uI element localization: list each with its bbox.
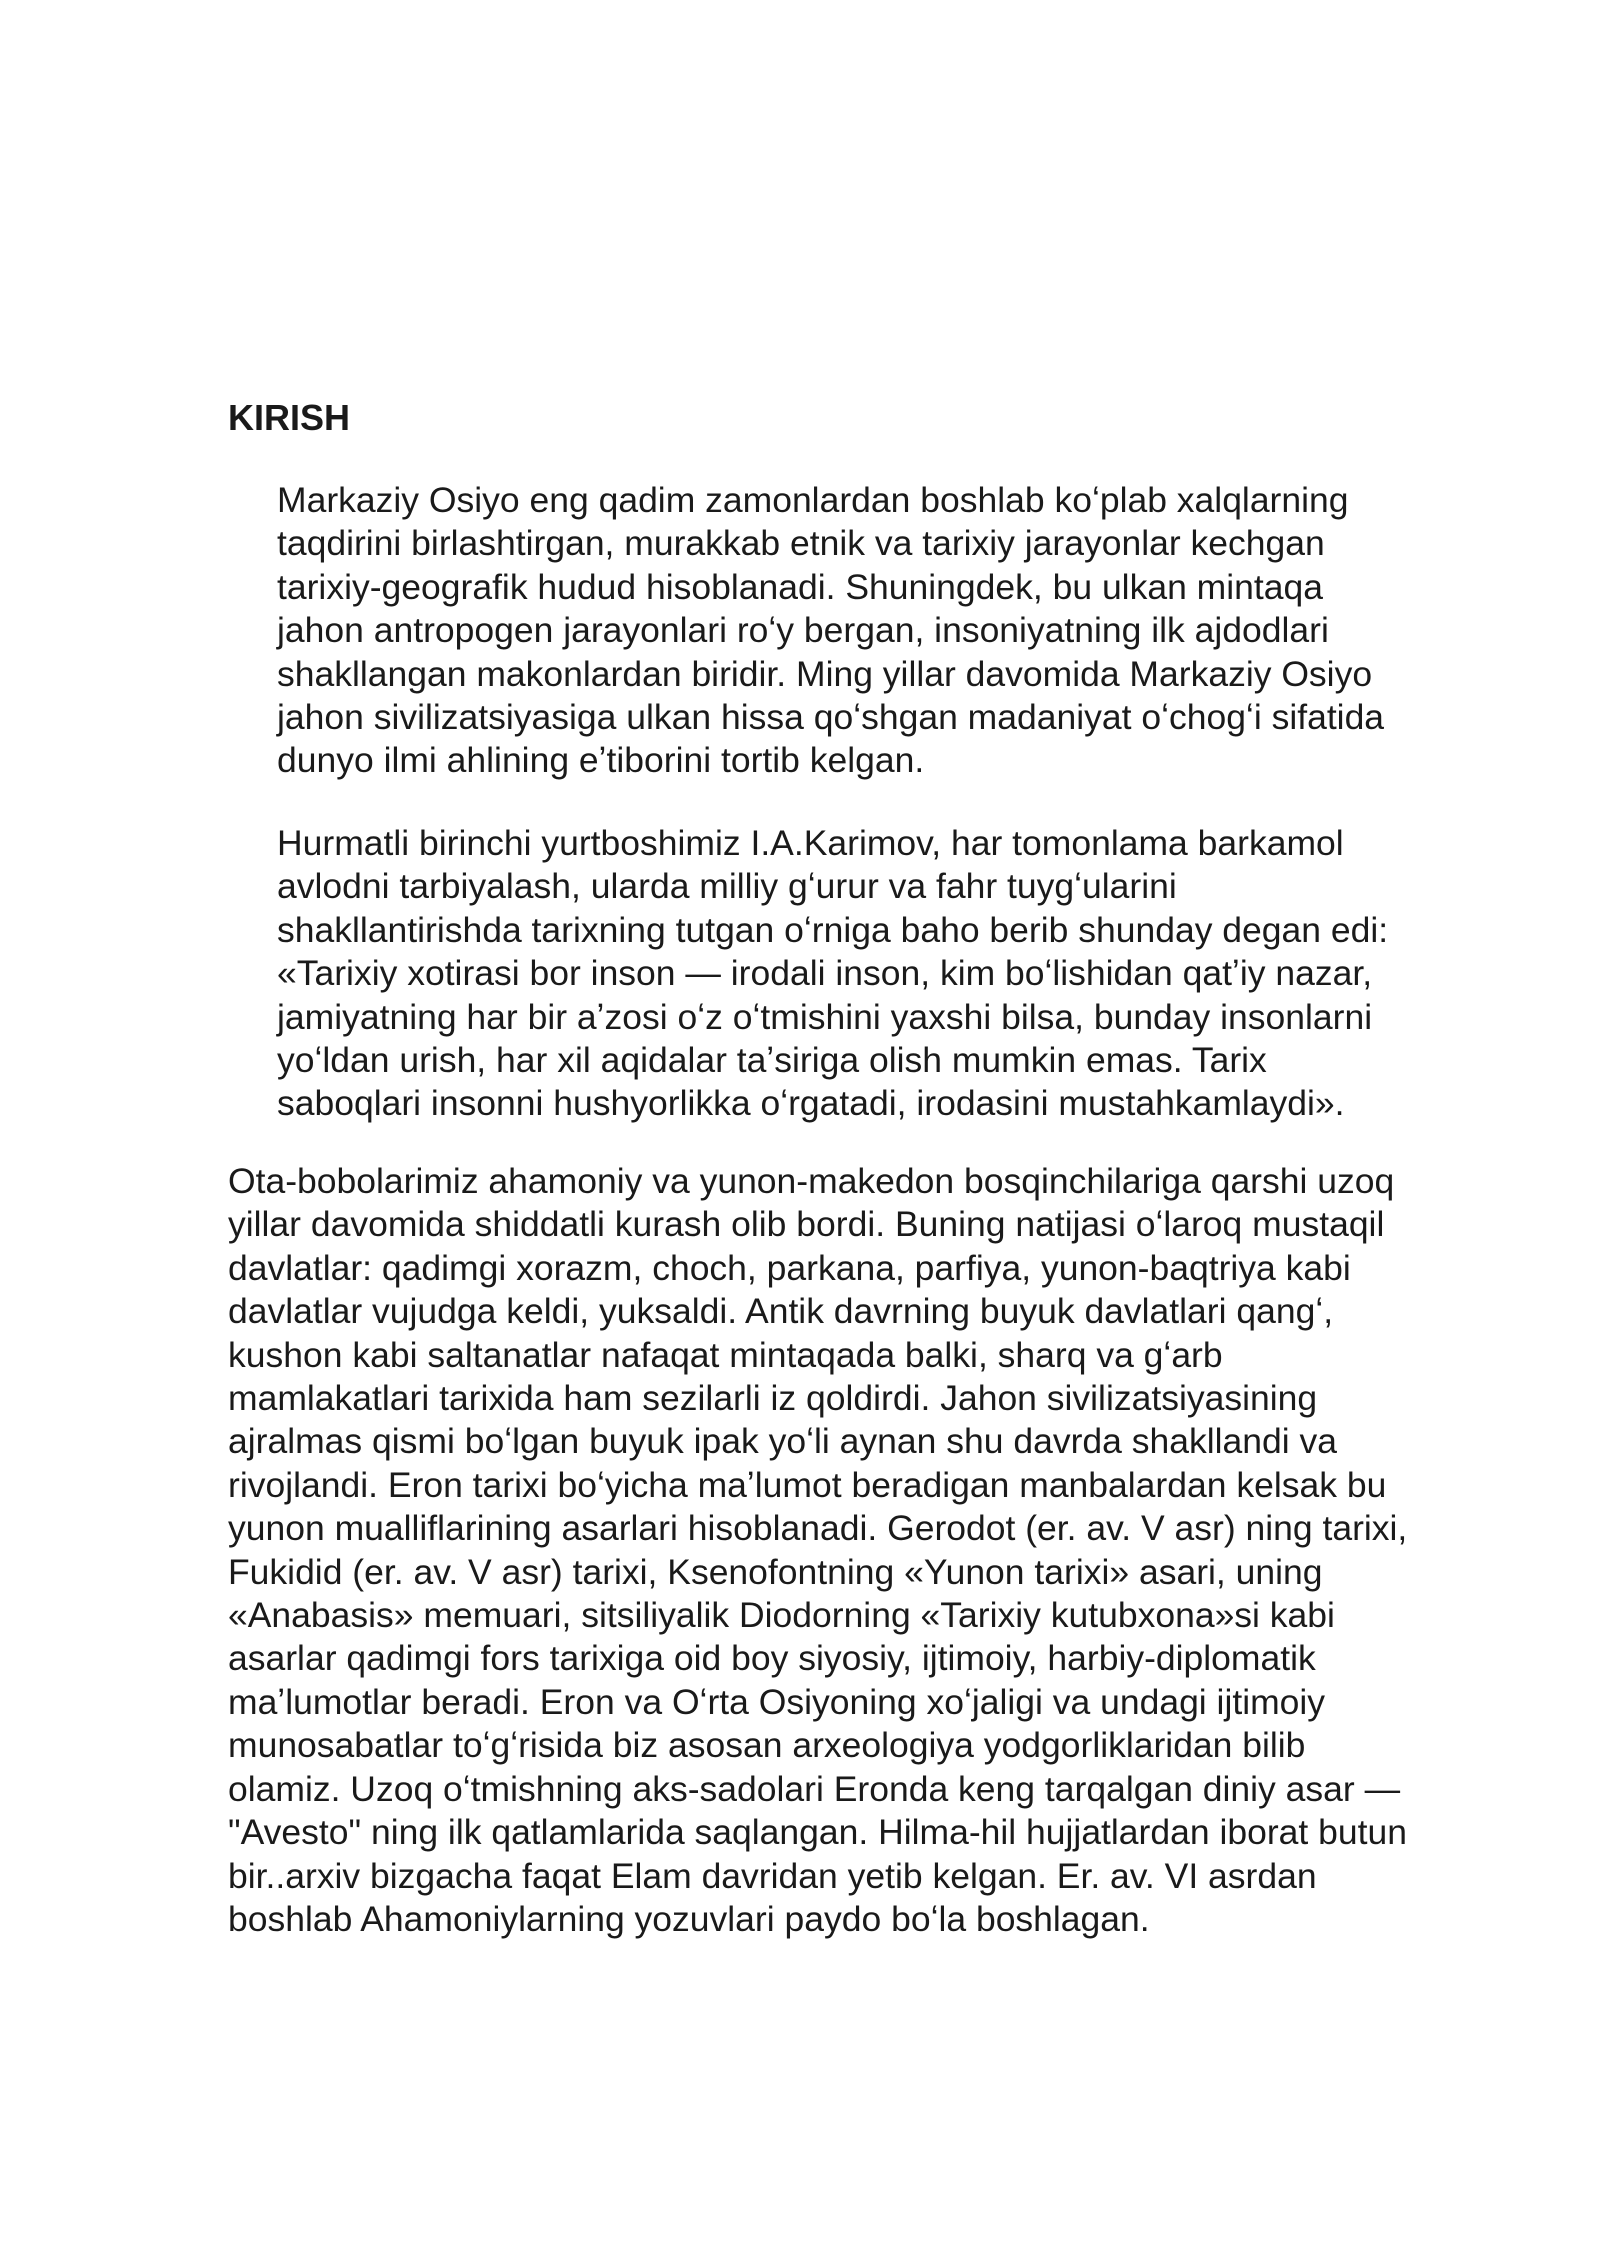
paragraph-quote: Hurmatli birinchi yurtboshimiz I.A.Karimov, har tomonlama barkamol avlodni tarbiyalash, ularda milliy gʻurur va fahr tuygʻularini shakllantirishda tarixning tutgan oʻrniga baho berib shunday degan edi: «Tarixiy xotirasi bor inson — irodali inson, kim boʻlishidan qatʼiy nazar, jamiyatning har bir aʼzosi oʻz oʻtmishini yaxshi bilsa, bunday insonlarni yoʻldan urish, har xil aqidalar taʼsiriga olish mumkin emas. Tarix saboqlari insonni hushyorlikka oʻrgatadi, irodasini mustahkamlaydi». (277, 823, 1389, 1124)
paragraph-intro: Markaziy Osiyo eng qadim zamonlardan boshlab koʻplab xalqlarning taqdirini birlashtirgan, murakkab etnik va tarixiy jarayonlar kechgan tarixiy-geografik hudud hisoblanadi. Shuningdek, bu ulkan mintaqa jahon antropogen jarayonlari roʻy bergan, insoniyatning ilk ajdodlari shakllangan makonlardan biridir. Ming yillar davomida Markaziy Osiyo jahon sivilizatsiyasiga ulkan hissa qoʻshgan madaniyat oʻchogʻi sifatida dunyo ilmi ahlining eʼtiborini tortib kelgan. (277, 480, 1385, 781)
section-heading: KIRISH (228, 397, 351, 438)
paragraph-history: Ota-bobolarimiz ahamoniy va yunon-makedon bosqinchilariga qarshi uzoq yillar davomida shiddatli kurash olib bordi. Buning natijasi oʻlaroq mustaqil davlatlar: qadimgi xorazm, choch, parkana, parfiya, yunon-baqtriya kabi davlatlar vujudga keldi, yuksaldi. Antik davrning buyuk davlatlari qangʻ, kushon kabi saltanatlar nafaqat mintaqada balki, sharq va gʻarb mamlakatlari tarixida ham sezilarli iz qoldirdi. Jahon sivilizatsiyasining ajralmas qismi boʻlgan buyuk ipak yoʻli aynan shu davrda shakllandi va rivojlandi. Eron tarixi boʻyicha maʼlumot beradigan manbalardan kelsak bu yunon mualliflarining asarlari hisoblanadi. Gerodot (er. av. V asr) ning tarixi, Fukidid (er. av. V asr) tarixi, Ksenofontning «Yunon tarixi» asari, uning «Anabasis» memuari, sitsiliyalik Diodorning «Tarixiy kutubxona»si kabi asarlar qadimgi fors tarixiga oid boy siyosiy, ijtimoiy, harbiy-diplomatik maʼlumotlar beradi. Eron va Oʻrta Osiyoning xoʻjaligi va undagi ijtimoiy munosabatlar toʻgʻrisida biz asosan arxeologiya yodgorliklaridan bilib olamiz. Uzoq oʻtmishning aks-sadolari Eronda keng tarqalgan diniy asar — "Avesto" ning ilk qatlamlarida saqlangan. Hilma-hil hujjatlardan iborat butun bir..arxiv bizgacha faqat Elam davridan yetib kelgan. Er. av. VI asrdan boshlab Ahamoniylarning yozuvlari paydo boʻla boshlagan. (228, 1161, 1408, 1939)
